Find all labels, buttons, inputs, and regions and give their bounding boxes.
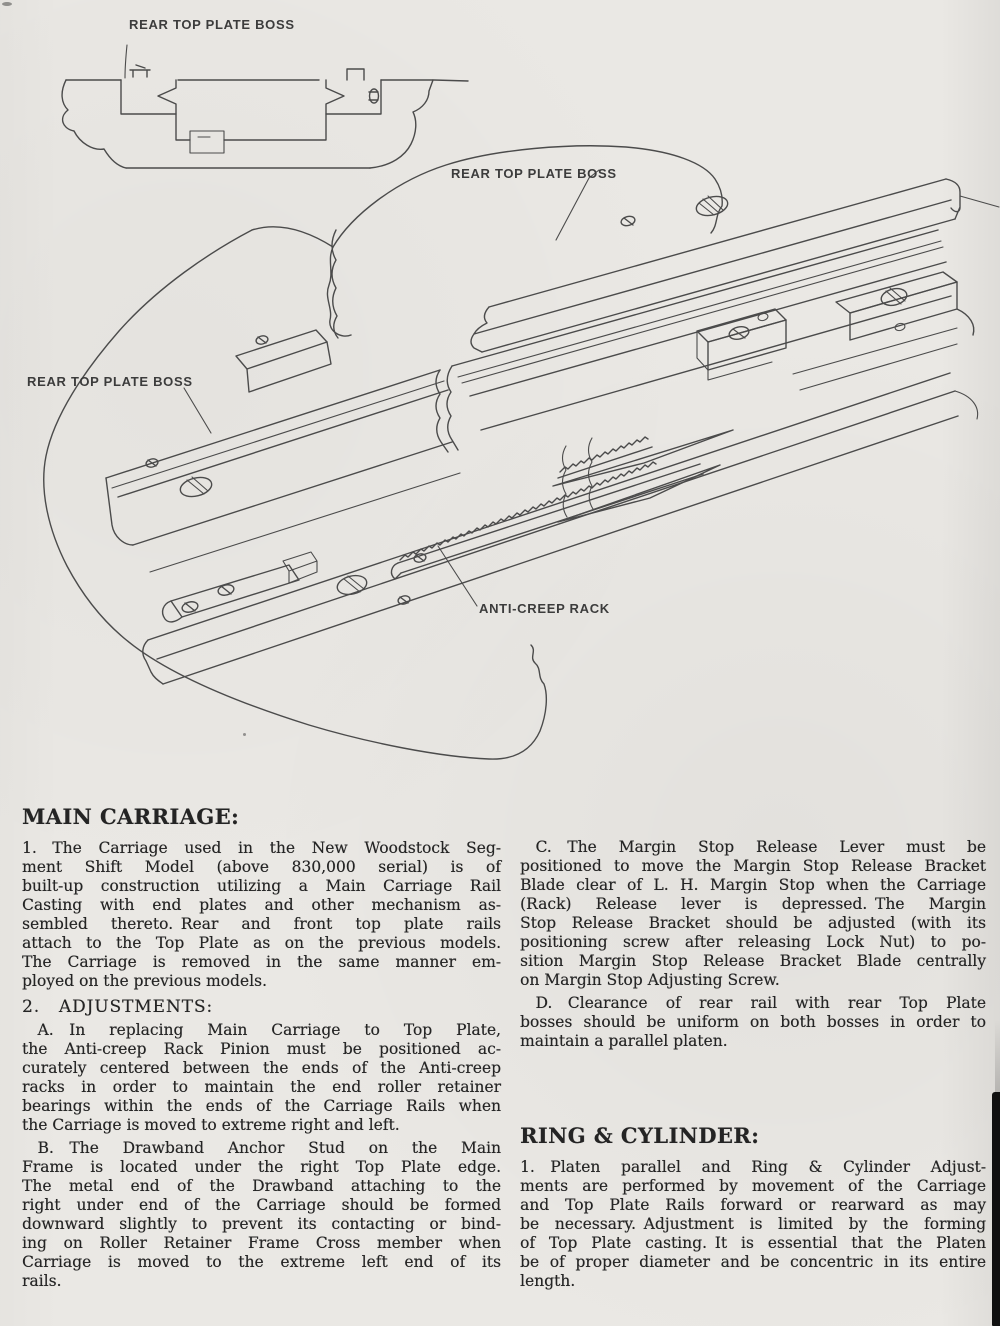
isometric-carriage-drawing [44, 146, 999, 759]
paragraph-b: B. The Drawband Anchor Stud on the Main Frame is located under the right Top Plate edge. The metal end of the Drawband attaching to the right under end of the Carriage should be formed downward slightly to prevent its contacting or bind- ing on Roller Retainer Frame Cross member when Carriage is moved to the extreme left end of its rails. [22, 1139, 501, 1290]
paragraph-c: C. The Margin Stop Release Lever must be positioned to move the Margin Stop Release Bracket Blade clear of L. H. Margin Stop when the Carriage (Rack) Release lever is depressed. The Margin Stop Release Bracket should be adjusted (with its positioning screw after releasing Lock Nut) to po- sition Margin Stop Release Bracket Blade centrally on Margin Stop Adjusting Screw. [520, 838, 986, 989]
screw-icon [145, 458, 159, 469]
screw-icon [397, 595, 411, 606]
paper-speck [2, 2, 12, 6]
front-rail [143, 373, 978, 684]
leader-line [184, 388, 211, 433]
screw-icon [694, 193, 729, 218]
scan-smudge [995, 1020, 1000, 1095]
main-carriage-heading: MAIN CARRIAGE: [22, 804, 240, 829]
right-end-block [793, 272, 974, 390]
label-rear-top-plate-boss-left: REAR TOP PLATE BOSS [27, 374, 193, 389]
rail-left-end-block [106, 370, 452, 545]
adjustments-heading: 2. ADJUSTMENTS: [22, 997, 214, 1017]
paragraph-d: D. Clearance of rear rail with rear Top Plate bosses should be uniform on both bosses in order to maintain a parallel platen. [520, 994, 986, 1050]
paragraph-a: A. In replacing Main Carriage to Top Plate, the Anti-creep Rack Pinion must be positioned ac- curately centered between the ends of the Anti-creep racks in order to maintain the end roller retainer bearings within the ends of the Carriage Rails when the Carriage is moved to extreme right and left. [22, 1021, 501, 1134]
screw-icon [620, 215, 636, 227]
scan-artifact-bar [992, 1092, 1000, 1326]
paragraph-1: 1. The Carriage used in the New Woodstock Seg- ment Shift Model (above 830,000 serial) is of built-up construction utilizing a Main Carriage Rail Casting with end plates and other mechanism as- sembled thereto. Rear and front top plate rails attach to the Top Plate as on the previous models. The Carriage is removed in the same manner em- ployed on the previous models. [22, 839, 501, 990]
paper-speck [243, 733, 246, 736]
break-symbol [553, 430, 733, 522]
rear-top-plate-rail [471, 179, 999, 352]
label-anti-creep-rack: ANTI-CREEP RACK [479, 601, 610, 616]
screw-icon [178, 474, 213, 499]
ring-paragraph-1: 1. Platen parallel and Ring & Cylinder Adjust- ments are performed by movement of the Carriage and Top Plate Rails forward or rearward as may be necessary. Adjustment is limited by the forming of Top Plate casting. It is essential that the Platen be of proper diameter and be concentric in its entire length. [520, 1158, 986, 1290]
label-rear-top-plate-boss-right: REAR TOP PLATE BOSS [451, 166, 617, 181]
left-column [22, 804, 501, 1295]
mounting-plate [236, 330, 331, 392]
leader-line [125, 45, 127, 78]
ring-cylinder-heading: RING & CYLINDER: [520, 1123, 760, 1148]
cross-section-diagram [62, 45, 468, 168]
label-rear-top-plate-boss-top: REAR TOP PLATE BOSS [129, 17, 295, 32]
right-column [520, 838, 986, 1295]
